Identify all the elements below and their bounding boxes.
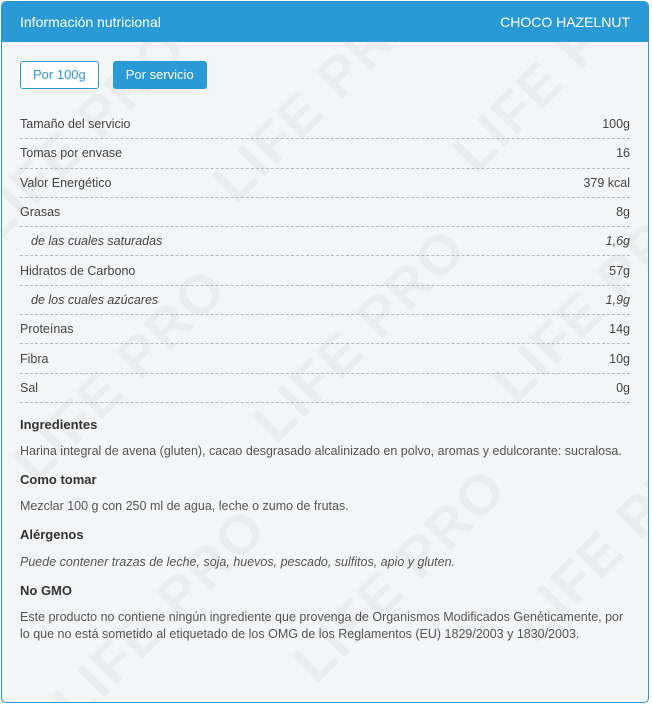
nutrient-value: 0g xyxy=(616,380,630,395)
allergens-text: Puede contener trazas de leche, soja, huevos, pescado, sulfitos, apio y gluten. xyxy=(20,554,455,569)
nutrient-value: 16 xyxy=(616,146,630,161)
gmo-section xyxy=(20,583,630,643)
nutrient-label: Hidratos de Carbono xyxy=(20,263,136,278)
nutrient-label: Valor Energético xyxy=(20,175,112,190)
nutrition-row xyxy=(20,169,630,198)
allergens-section xyxy=(20,527,630,571)
nutrition-row xyxy=(20,344,630,373)
nutrient-label: Grasas xyxy=(20,205,61,220)
nutrient-label: Proteínas xyxy=(20,322,74,337)
nutrient-label: Fibra xyxy=(20,351,49,366)
allergens-title: Alérgenos xyxy=(20,526,84,542)
panel-title: Información nutricional xyxy=(20,14,161,30)
nutrition-row xyxy=(20,139,630,168)
nutrient-label: de las cuales saturadas xyxy=(31,234,163,249)
nutrition-row xyxy=(20,110,630,139)
nutrition-row xyxy=(20,256,630,285)
howto-title: Como tomar xyxy=(20,471,97,487)
nutrient-value: 100g xyxy=(602,117,630,132)
gmo-title: No GMO xyxy=(20,582,72,598)
nutrient-value: 14g xyxy=(609,322,630,337)
nutrient-label: de los cuales azúcares xyxy=(31,292,159,307)
nutrient-label: Tamaño del servicio xyxy=(20,117,131,132)
serving-toggle-group xyxy=(20,61,630,89)
panel-header xyxy=(2,2,648,42)
ingredients-text: Harina integral de avena (gluten), cacao desgrasado alcalinizado en polvo, aromas y edulcorante: sucralosa. xyxy=(20,443,622,458)
howto-section xyxy=(20,472,630,515)
product-name: CHOCO HAZELNUT xyxy=(500,14,630,30)
nutrition-subrow xyxy=(20,286,630,315)
nutrient-value: 57g xyxy=(609,263,630,278)
nutrient-value: 8g xyxy=(616,205,630,220)
nutrition-row xyxy=(20,198,630,227)
gmo-text: Este producto no contiene ningún ingrediente que provenga de Organismos Modificados Genéticamente, por lo que no está sometido al etiquetado de los OMG de los Reglamentos (EU) 1829/2003 y 1830/2003. xyxy=(20,609,624,641)
nutrient-label: Sal xyxy=(20,380,39,395)
per-serving-button[interactable]: Por servicio xyxy=(113,61,207,89)
per-100g-button[interactable]: Por 100g xyxy=(20,61,99,89)
nutrient-value: 1,6g xyxy=(605,234,630,249)
ingredients-title: Ingredientes xyxy=(20,416,98,432)
nutrient-label: Tomas por envase xyxy=(20,146,123,161)
nutrition-panel xyxy=(1,1,649,703)
nutrient-value: 379 kcal xyxy=(583,175,630,190)
panel-content xyxy=(2,42,648,643)
nutrient-value: 1,9g xyxy=(605,292,630,307)
howto-text: Mezclar 100 g con 250 ml de agua, leche o zumo de frutas. xyxy=(20,498,349,513)
ingredients-section xyxy=(20,417,630,460)
nutrient-value: 10g xyxy=(609,351,630,366)
nutrition-subrow xyxy=(20,227,630,256)
nutrition-row xyxy=(20,374,630,403)
nutrition-table xyxy=(20,110,630,403)
nutrition-row xyxy=(20,315,630,344)
